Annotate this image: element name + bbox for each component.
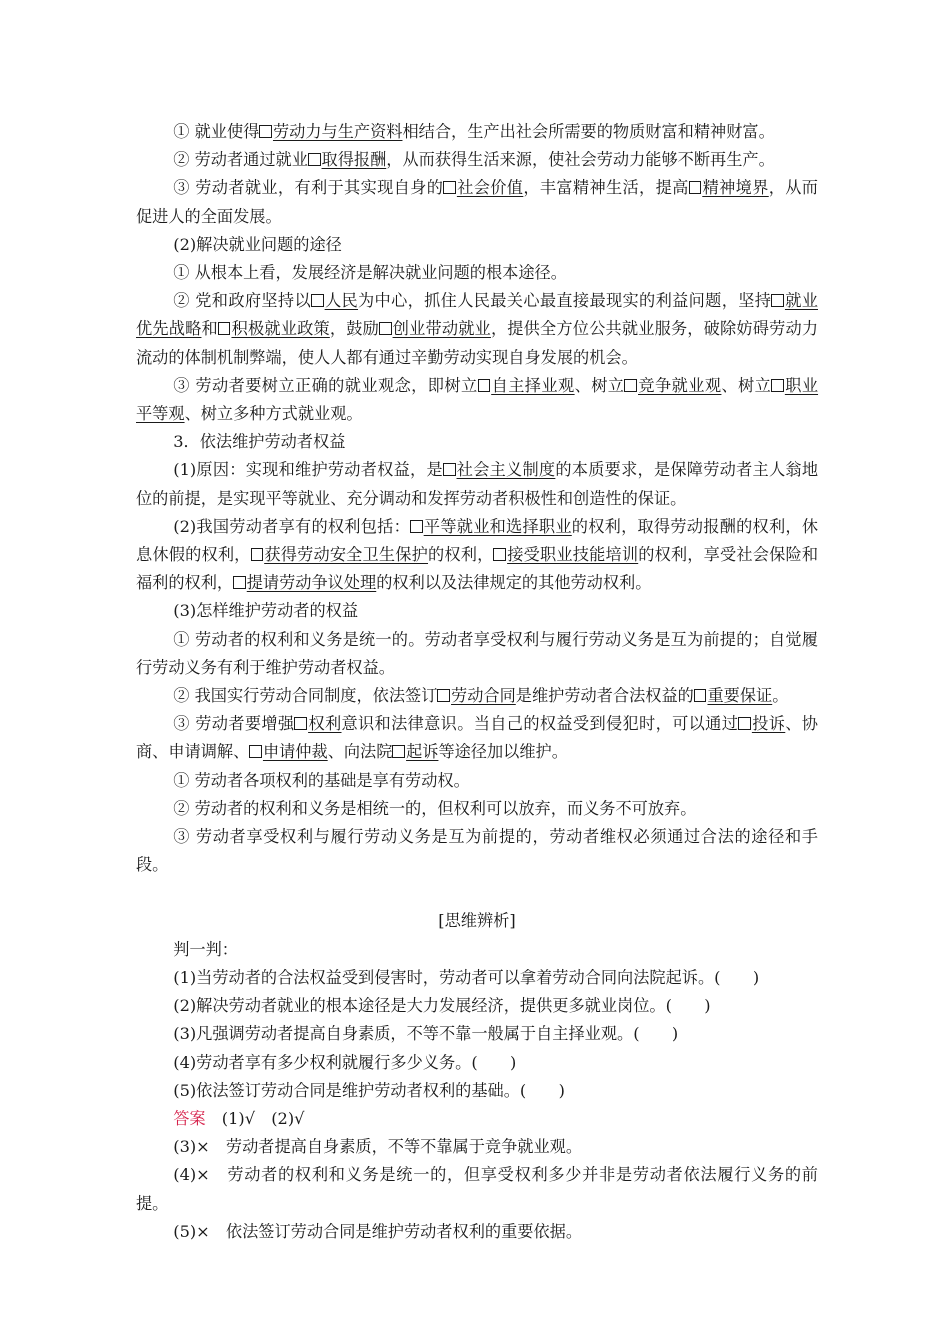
exercise-item: (4)劳动者享有多少权利就履行多少义务。( ) [173, 1052, 517, 1072]
paragraph: ② 党和政府坚持以 人民为中心，抓住人民最关心最直接最现实的利益问题，坚持 就业优先战略和 积极就业政策，鼓励 创业带动就业，提供全方位公共就业服务，破除妨碍劳动力流动的体制机制弊端，使人人都有通过辛勤劳动实现自身发展的机会。 [136, 291, 819, 367]
fill-answer: 社会价值 [456, 178, 524, 198]
blank-box [493, 548, 506, 561]
blank-box [738, 717, 751, 730]
fill-answer: 劳动力与生产资料 [272, 122, 403, 141]
blank-box [694, 689, 707, 702]
fill-answer: 提请劳动争议处理 [246, 573, 377, 593]
exercise-item: (2)解决劳动者就业的根本途径是大力发展经济，提供更多就业岗位。( ) [173, 996, 711, 1016]
blank-box [251, 548, 264, 561]
blank-box [218, 322, 231, 335]
exercise-item: (5)依法签订劳动合同是维护劳动者权利的基础。( ) [173, 1080, 565, 1100]
paragraph: (1)原因：实现和维护劳动者权益，是 社会主义制度的本质要求，是保障劳动者主人翁地位的前提，是实现平等就业、充分调动和发挥劳动者积极性和创造性的保证。 [136, 460, 819, 508]
paragraph: ① 劳动者的权利和义务是统一的。劳动者享受权利与履行劳动义务是互为前提的；自觉履行劳动义务有利于维护劳动者权益。 [136, 629, 818, 677]
blank-box [308, 153, 321, 166]
fill-answer: 创业带动就业 [392, 319, 491, 339]
fill-answer: 取得报酬 [321, 150, 387, 170]
blank-box [689, 181, 702, 194]
fill-answer: 平等就业和选择职业 [423, 516, 572, 536]
section-heading: 3．依法维护劳动者权益 [173, 432, 346, 452]
fill-answer: 就业优先战略 [136, 291, 818, 339]
paragraph: ② 劳动者的权利和义务是相统一的，但权利可以放弃，而义务不可放弃。 [173, 798, 697, 818]
fill-answer: 自主择业观 [491, 375, 575, 395]
fill-answer: 社会主义制度 [456, 460, 556, 480]
blank-box [443, 463, 456, 476]
paragraph: ② 我国实行劳动合同制度，依法签订 劳动合同是维护劳动者合法权益的 重要保证。 [173, 686, 789, 706]
blank-box [249, 745, 262, 758]
subheading: (3)怎样维护劳动者的权益 [173, 601, 359, 621]
paragraph: ① 劳动者各项权利的基础是享有劳动权。 [173, 770, 470, 790]
blank-box [259, 125, 272, 138]
blank-box [771, 294, 784, 307]
section-title: [思维辨析] [438, 911, 516, 931]
fill-answer: 竞争就业观 [638, 375, 722, 395]
fill-answer: 劳动合同 [451, 686, 516, 706]
exercise-intro: 判一判： [173, 939, 238, 959]
blank-box [624, 379, 637, 392]
blank-box [233, 576, 246, 589]
spacer [136, 879, 818, 907]
blank-box [311, 294, 324, 307]
fill-answer: 人民 [324, 291, 359, 311]
blank-box [410, 520, 423, 533]
blank-box [443, 181, 456, 194]
fill-answer: 职业平等观 [136, 375, 819, 424]
fill-answer: 获得劳动安全卫生保护 [264, 545, 429, 565]
fill-answer: 投诉 [751, 714, 786, 734]
blank-box [379, 322, 392, 335]
fill-answer: 积极就业政策 [231, 319, 330, 339]
paragraph: (2)我国劳动者享有的权利包括： 平等就业和选择职业的权利，取得劳动报酬的权利，休息休假的权利， 获得劳动安全卫生保护的权利， 接受职业技能培训的权利，享受社会保险和福利的权利， 提请劳动争议处理的权利以及法律规定的其他劳动权利。 [136, 516, 819, 593]
fill-answer: 申请仲裁 [262, 742, 328, 762]
paragraph: ③ 劳动者就业，有利于其实现自身的 社会价值，丰富精神生活，提高 精神境界，从而促进人的全面发展。 [136, 178, 818, 226]
blank-box [392, 745, 405, 758]
blank-box [294, 717, 307, 730]
answer-line: (3)× 劳动者提高自身素质，不等不靠属于竞争就业观。 [173, 1137, 583, 1157]
fill-answer: 权利 [308, 714, 342, 734]
paragraph: ① 就业使得 劳动力与生产资料相结合，生产出社会所需要的物质财富和精神财富。 [173, 122, 775, 141]
blank-box [771, 379, 784, 392]
fill-answer: 精神境界 [702, 178, 769, 198]
paragraph: ① 从根本上看，发展经济是解决就业问题的根本途径。 [173, 263, 567, 283]
exercise-item: (1)当劳动者的合法权益受到侵害时，劳动者可以拿着劳动合同向法院起诉。( ) [173, 967, 760, 987]
blank-box [478, 379, 491, 392]
paragraph: ③ 劳动者要增强 权利意识和法律意识。当自己的权益受到侵犯时，可以通过 投诉、协商、申请调解、 申请仲裁、向法院 起诉等途径加以维护。 [136, 714, 818, 762]
fill-answer: 起诉 [406, 742, 439, 762]
exercise-item: (3)凡强调劳动者提高自身素质，不等不靠一般属于自主择业观。( ) [173, 1024, 679, 1044]
fill-answer: 接受职业技能培训 [507, 545, 639, 565]
paragraph: ③ 劳动者要树立正确的就业观念，即树立 自主择业观、树立 竞争就业观、树立 职业平等观、树立多种方式就业观。 [136, 375, 819, 424]
paragraph: ③ 劳动者享受权利与履行劳动义务是互为前提的，劳动者维权必须通过合法的途径和手段。 [136, 827, 818, 875]
subheading: (2)解决就业问题的途径 [173, 234, 342, 254]
answer-line: (5)× 依法签订劳动合同是维护劳动者权利的重要依据。 [173, 1221, 583, 1241]
paragraph: ② 劳动者通过就业 取得报酬，从而获得生活来源，使社会劳动力能够不断再生产。 [173, 150, 775, 170]
answer-line: 答案 (1)√ (2)√ [173, 1108, 305, 1128]
fill-answer: 重要保证 [707, 686, 773, 706]
answer-label: 答案 [173, 1108, 206, 1128]
blank-box [437, 689, 450, 702]
answer-line: (4)× 劳动者的权利和义务是统一的，但享受权利多少并非是劳动者依法履行义务的前提。 [136, 1165, 818, 1213]
